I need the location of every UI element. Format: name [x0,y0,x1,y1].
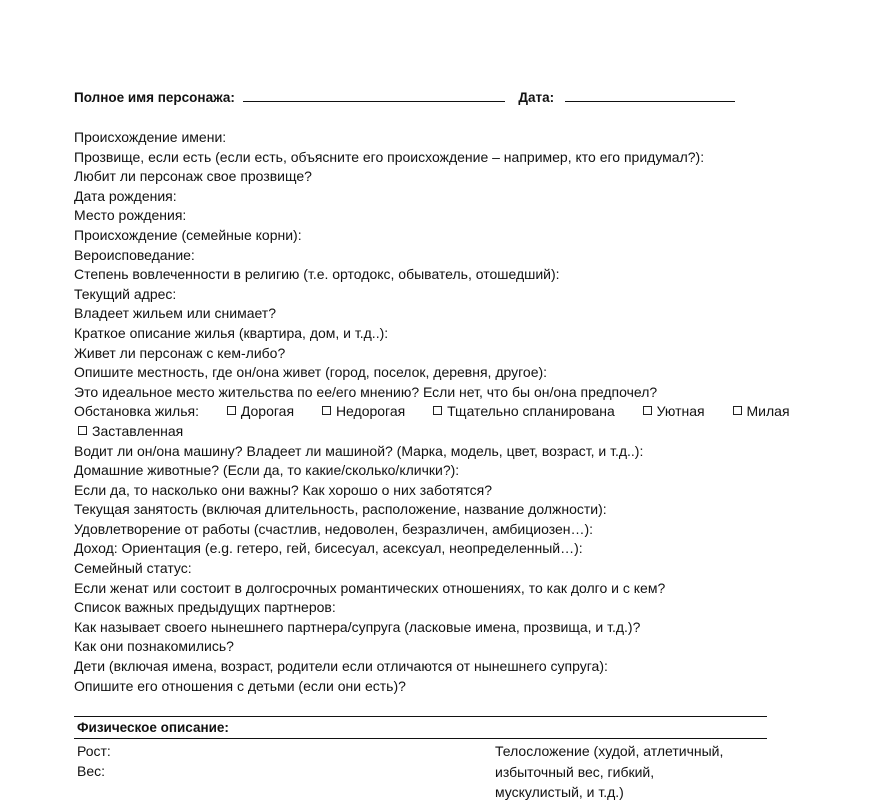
checkbox-icon[interactable] [78,426,87,435]
weight-label: Вес: [77,763,106,779]
physical-description-title: Физическое описание: [77,720,229,735]
question-item: Происхождение имени: [74,129,227,145]
name-blank-line[interactable] [243,89,505,102]
header-line [74,89,735,105]
section-divider-top [74,716,767,717]
name-label: Полное имя персонажа: [74,90,235,105]
question-item: Текущий адрес: [74,285,177,302]
checkbox-icon[interactable] [433,406,442,415]
question-item: Краткое описание жилья (квартира, дом, и т.д..): [74,324,389,341]
build-label-line-3: мускулистый, и т.д.) [495,784,624,800]
option-inexpensive[interactable]: Недорогая [322,402,405,422]
build-label-line-2: избыточный вес, гибкий, [495,763,655,780]
question-item: Любит ли персонаж свое прозвище? [74,168,312,185]
checkbox-icon[interactable] [227,406,236,415]
checkbox-icon[interactable] [322,406,331,415]
question-item: Водит ли он/она машину? Владеет ли машиной? (Марка, модель, цвет, возраст, и т.д..): [74,442,644,459]
option-cluttered[interactable]: Заставленная [78,422,183,442]
question-item: Вероисповедание: [74,246,195,263]
build-label-line-1: Телосложение (худой, атлетичный, [495,743,724,759]
question-item: Дата рождения: [74,187,177,204]
question-item: Живет ли персонаж с кем-либо? [74,344,286,361]
question-item: Если женат или состоит в долгосрочных романтических отношениях, то как долго и с кем? [74,579,666,596]
living-conditions-row-2 [74,422,864,442]
option-cute[interactable]: Милая [733,402,790,422]
living-label: Обстановка жилья: [74,403,199,420]
question-item: Домашние животные? (Если да, то какие/сколько/клички?): [74,462,460,479]
date-label: Дата: [518,90,555,105]
date-blank-line[interactable] [565,89,735,102]
question-item: Как они познакомились? [74,638,234,655]
question-item: Как называет своего нынешнего партнера/супруга (ласковые имена, прозвища, и т.д.)? [74,618,641,635]
checkbox-icon[interactable] [733,406,742,415]
section-divider-bottom [74,738,767,739]
question-item: Владеет жильем или снимает? [74,305,277,322]
height-label: Рост: [77,743,111,759]
question-item: Прозвище, если есть (если есть, объясните его происхождение – например, кто его придумал?): [74,148,705,165]
option-well-planned[interactable]: Тщательно спланирована [433,402,615,422]
question-item: Семейный статус: [74,560,192,577]
question-item: Опишите местность, где он/она живет (город, поселок, деревня, другое): [74,364,548,381]
question-item: Текущая занятость (включая длительность, расположение, название должности): [74,501,607,518]
option-expensive[interactable]: Дорогая [227,402,294,422]
question-item: Происхождение (семейные корни): [74,226,302,243]
question-item: Это идеальное место жительства по ее/его мнению? Если нет, что бы он/она предпочел? [74,383,658,400]
physical-right-column [495,741,755,803]
question-item: Место рождения: [74,207,187,224]
question-item: Степень вовлеченности в религию (т.е. ортодокс, обыватель, отошедший): [74,266,560,283]
checkbox-icon[interactable] [643,406,652,415]
question-item: Если да, то насколько они важны? Как хорошо о них заботятся? [74,481,493,498]
question-item: Удовлетворение от работы (счастлив, недоволен, безразличен, амбициозен…): [74,520,594,537]
question-item: Опишите его отношения с детьми (если они есть)? [74,677,406,694]
question-item: Доход: Ориентация (e.g. гетеро, гей, бисесуал, асексуал, неопределенный…): [74,540,583,557]
question-item: Дети (включая имена, возраст, родители если отличаются от нынешнего супруга): [74,658,608,675]
option-cozy[interactable]: Уютная [643,402,705,422]
question-list [74,128,864,696]
question-item: Список важных предыдущих партнеров: [74,599,336,616]
living-conditions-row [74,402,864,422]
physical-left-column [77,741,111,781]
